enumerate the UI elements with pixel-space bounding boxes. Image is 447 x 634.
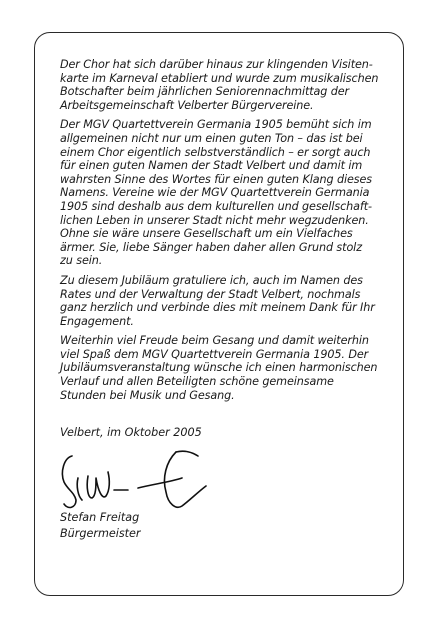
text-line: Namens. Vereine wie der MGV Quartettverein Germania <box>60 186 370 200</box>
paragraph-karneval <box>60 58 400 112</box>
text-line: Jubiläumsveranstaltung wünsche ich einen harmonischen <box>60 361 378 375</box>
text-line: lichen Leben in unserer Stadt nicht mehr wegzudenken. <box>60 213 369 227</box>
place-date: Velbert, im Oktober 2005 <box>60 426 202 439</box>
text-line: Der Chor hat sich darüber hinaus zur klingenden Visiten- <box>60 58 373 71</box>
signer-title: Bürgermeister <box>60 527 141 540</box>
text-line: ganz herzlich und verbinde dies mit meinem Dank für Ihr <box>60 301 375 315</box>
text-line: ärmer. Sie, liebe Sänger haben daher allen Grund stolz <box>60 240 362 254</box>
text-line: viel Spaß dem MGV Quartettverein Germania 1905. Der <box>60 347 369 361</box>
letter-body <box>60 58 400 408</box>
text-line: karte im Karneval etabliert und wurde zum musikalischen <box>60 71 379 85</box>
text-line: Ohne sie wäre unsere Gesellschaft um ein Vielfaches <box>60 227 353 241</box>
text-line: allgemeinen nicht nur um einen guten Ton – das ist bei <box>60 131 363 145</box>
paragraph-wuensche <box>60 334 400 402</box>
text-line: Stunden bei Musik und Gesang. <box>60 388 235 402</box>
text-line: für einen guten Namen der Stadt Velbert und damit im <box>60 159 363 173</box>
paragraph-gratulation <box>60 274 400 328</box>
text-line: Zu diesem Jubiläum gratuliere ich, auch im Namen des <box>60 273 363 287</box>
text-line: wahrsten Sinne des Wortes für einen guten Klang dieses <box>60 172 372 186</box>
handwritten-signature <box>58 448 218 518</box>
text-line: Engagement. <box>60 314 134 328</box>
text-line: Arbeitsgemeinschaft Velberter Bürgervereine. <box>60 98 314 112</box>
text-line: Weiterhin viel Freude beim Gesang und damit weiterhin <box>60 334 369 348</box>
text-line: Rates und der Verwaltung der Stadt Velbert, nochmals <box>60 287 361 301</box>
text-line: Botschafter beim jährlichen Seniorennachmittag der <box>60 85 350 99</box>
text-line: 1905 sind deshalb aus dem kulturellen und gesellschaft- <box>60 199 372 213</box>
signer-block <box>60 510 141 542</box>
text-line: einem Chor eigentlich selbstverständlich – er sorgt auch <box>60 145 371 159</box>
text-line: Verlauf und allen Beteiligten schöne gemeinsame <box>60 375 334 389</box>
paragraph-guter-ton <box>60 118 400 268</box>
text-line: Der MGV Quartettverein Germania 1905 bemüht sich im <box>60 118 372 132</box>
signer-name: Stefan Freitag <box>60 511 140 524</box>
text-line: zu sein. <box>60 254 103 268</box>
